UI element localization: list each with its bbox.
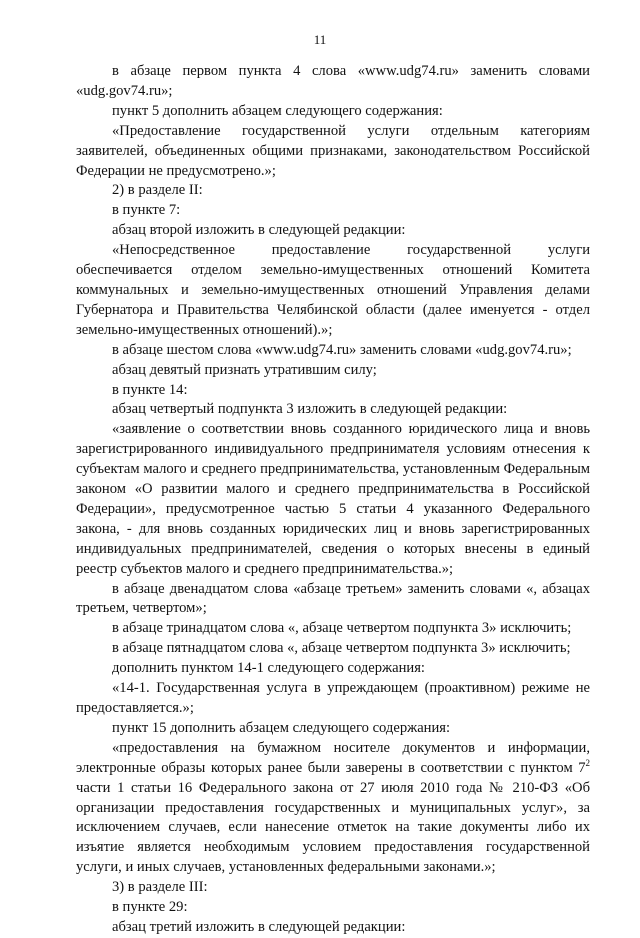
paragraph-with-superscript [76, 739, 590, 878]
paragraph: 3) в разделе III: [112, 879, 208, 896]
paragraph: абзац второй изложить в следующей редакции: [112, 222, 406, 239]
paragraph: «Предоставление государственной услуги отдельным категориям заявителей, объединенных общими признаками, законодательством Российской Федерации не предусмотрено.»; [76, 122, 590, 179]
paragraph: в абзаце тринадцатом слова «, абзаце четвертом подпункта 3» исключить; [112, 620, 572, 637]
paragraph: в абзаце первом пункта 4 слова «www.udg74.ru» заменить словами «udg.gov74.ru»; [76, 63, 590, 99]
paragraph: пункт 15 дополнить абзацем следующего содержания: [112, 719, 451, 736]
paragraph-text: части 1 статьи 16 Федерального закона от 27 июля 2010 года № 210-ФЗ «Об организации предоставления государственных и муниципальных услуг», за исключением случаев, если нанесение отметок на такие документы либо их изъятие является необходимым условием предоставления государственной услуги, и иных случаев, установленных федеральными законами.»; [76, 779, 590, 876]
paragraph: в пункте 7: [112, 202, 181, 219]
paragraph: «заявление о соответствии вновь созданного юридического лица и вновь зарегистрированного индивидуального предпринимателя условиям отнесения к субъектам малого и среднего предпринимательства, установленным Федеральным законом «О развитии малого и среднего предпринимательства в Российской Федерации», предусмотренное частью 5 статьи 4 указанного Федерального закона, - для вновь созданных юридических лиц и вновь зарегистрированных индивидуальных предпринимателей, сведения о которых внесены в единый реестр субъектов малого и среднего предпринимательства.»; [76, 421, 590, 577]
paragraph: в абзаце двенадцатом слова «абзаце третьем» заменить словами «, абзацах третьем, четвертом»; [76, 580, 590, 617]
paragraph: дополнить пунктом 14-1 следующего содержания: [112, 660, 425, 677]
paragraph: абзац четвертый подпункта 3 изложить в следующей редакции: [112, 401, 508, 418]
paragraph: в абзаце шестом слова «www.udg74.ru» заменить словами «udg.gov74.ru»; [112, 341, 572, 358]
paragraph: 2) в разделе II: [112, 182, 203, 199]
paragraph: в пункте 29: [112, 899, 188, 916]
paragraph: «Непосредственное предоставление государственной услуги обеспечивается отделом земельно-имущественных отношений Комитета коммунальных и земельно-имущественных отношений Управления делами Губернатора и Правительства Челябинской области (далее именуется - отдел земельно-имущественных отношений).»; [76, 242, 590, 338]
paragraph: пункт 5 дополнить абзацем следующего содержания: [112, 102, 443, 119]
paragraph: «14-1. Государственная услуга в упреждающем (проактивном) режиме не предоставляется.»; [76, 680, 590, 716]
page-number: 11 [313, 32, 327, 47]
paragraph: в абзаце пятнадцатом слова «, абзаце четвертом подпункта 3» исключить; [112, 640, 571, 657]
paragraph-text: «предоставления на бумажном носителе документов и информации, электронные образы которых ранее были заверены в соответствии с пунктом 7 [76, 739, 590, 776]
paragraph: абзац третий изложить в следующей редакции: [112, 918, 406, 935]
paragraph: абзац девятый признать утратившим силу; [112, 361, 377, 378]
document-body [76, 62, 590, 938]
paragraph: в пункте 14: [112, 381, 188, 398]
superscript: 2 [585, 757, 590, 768]
